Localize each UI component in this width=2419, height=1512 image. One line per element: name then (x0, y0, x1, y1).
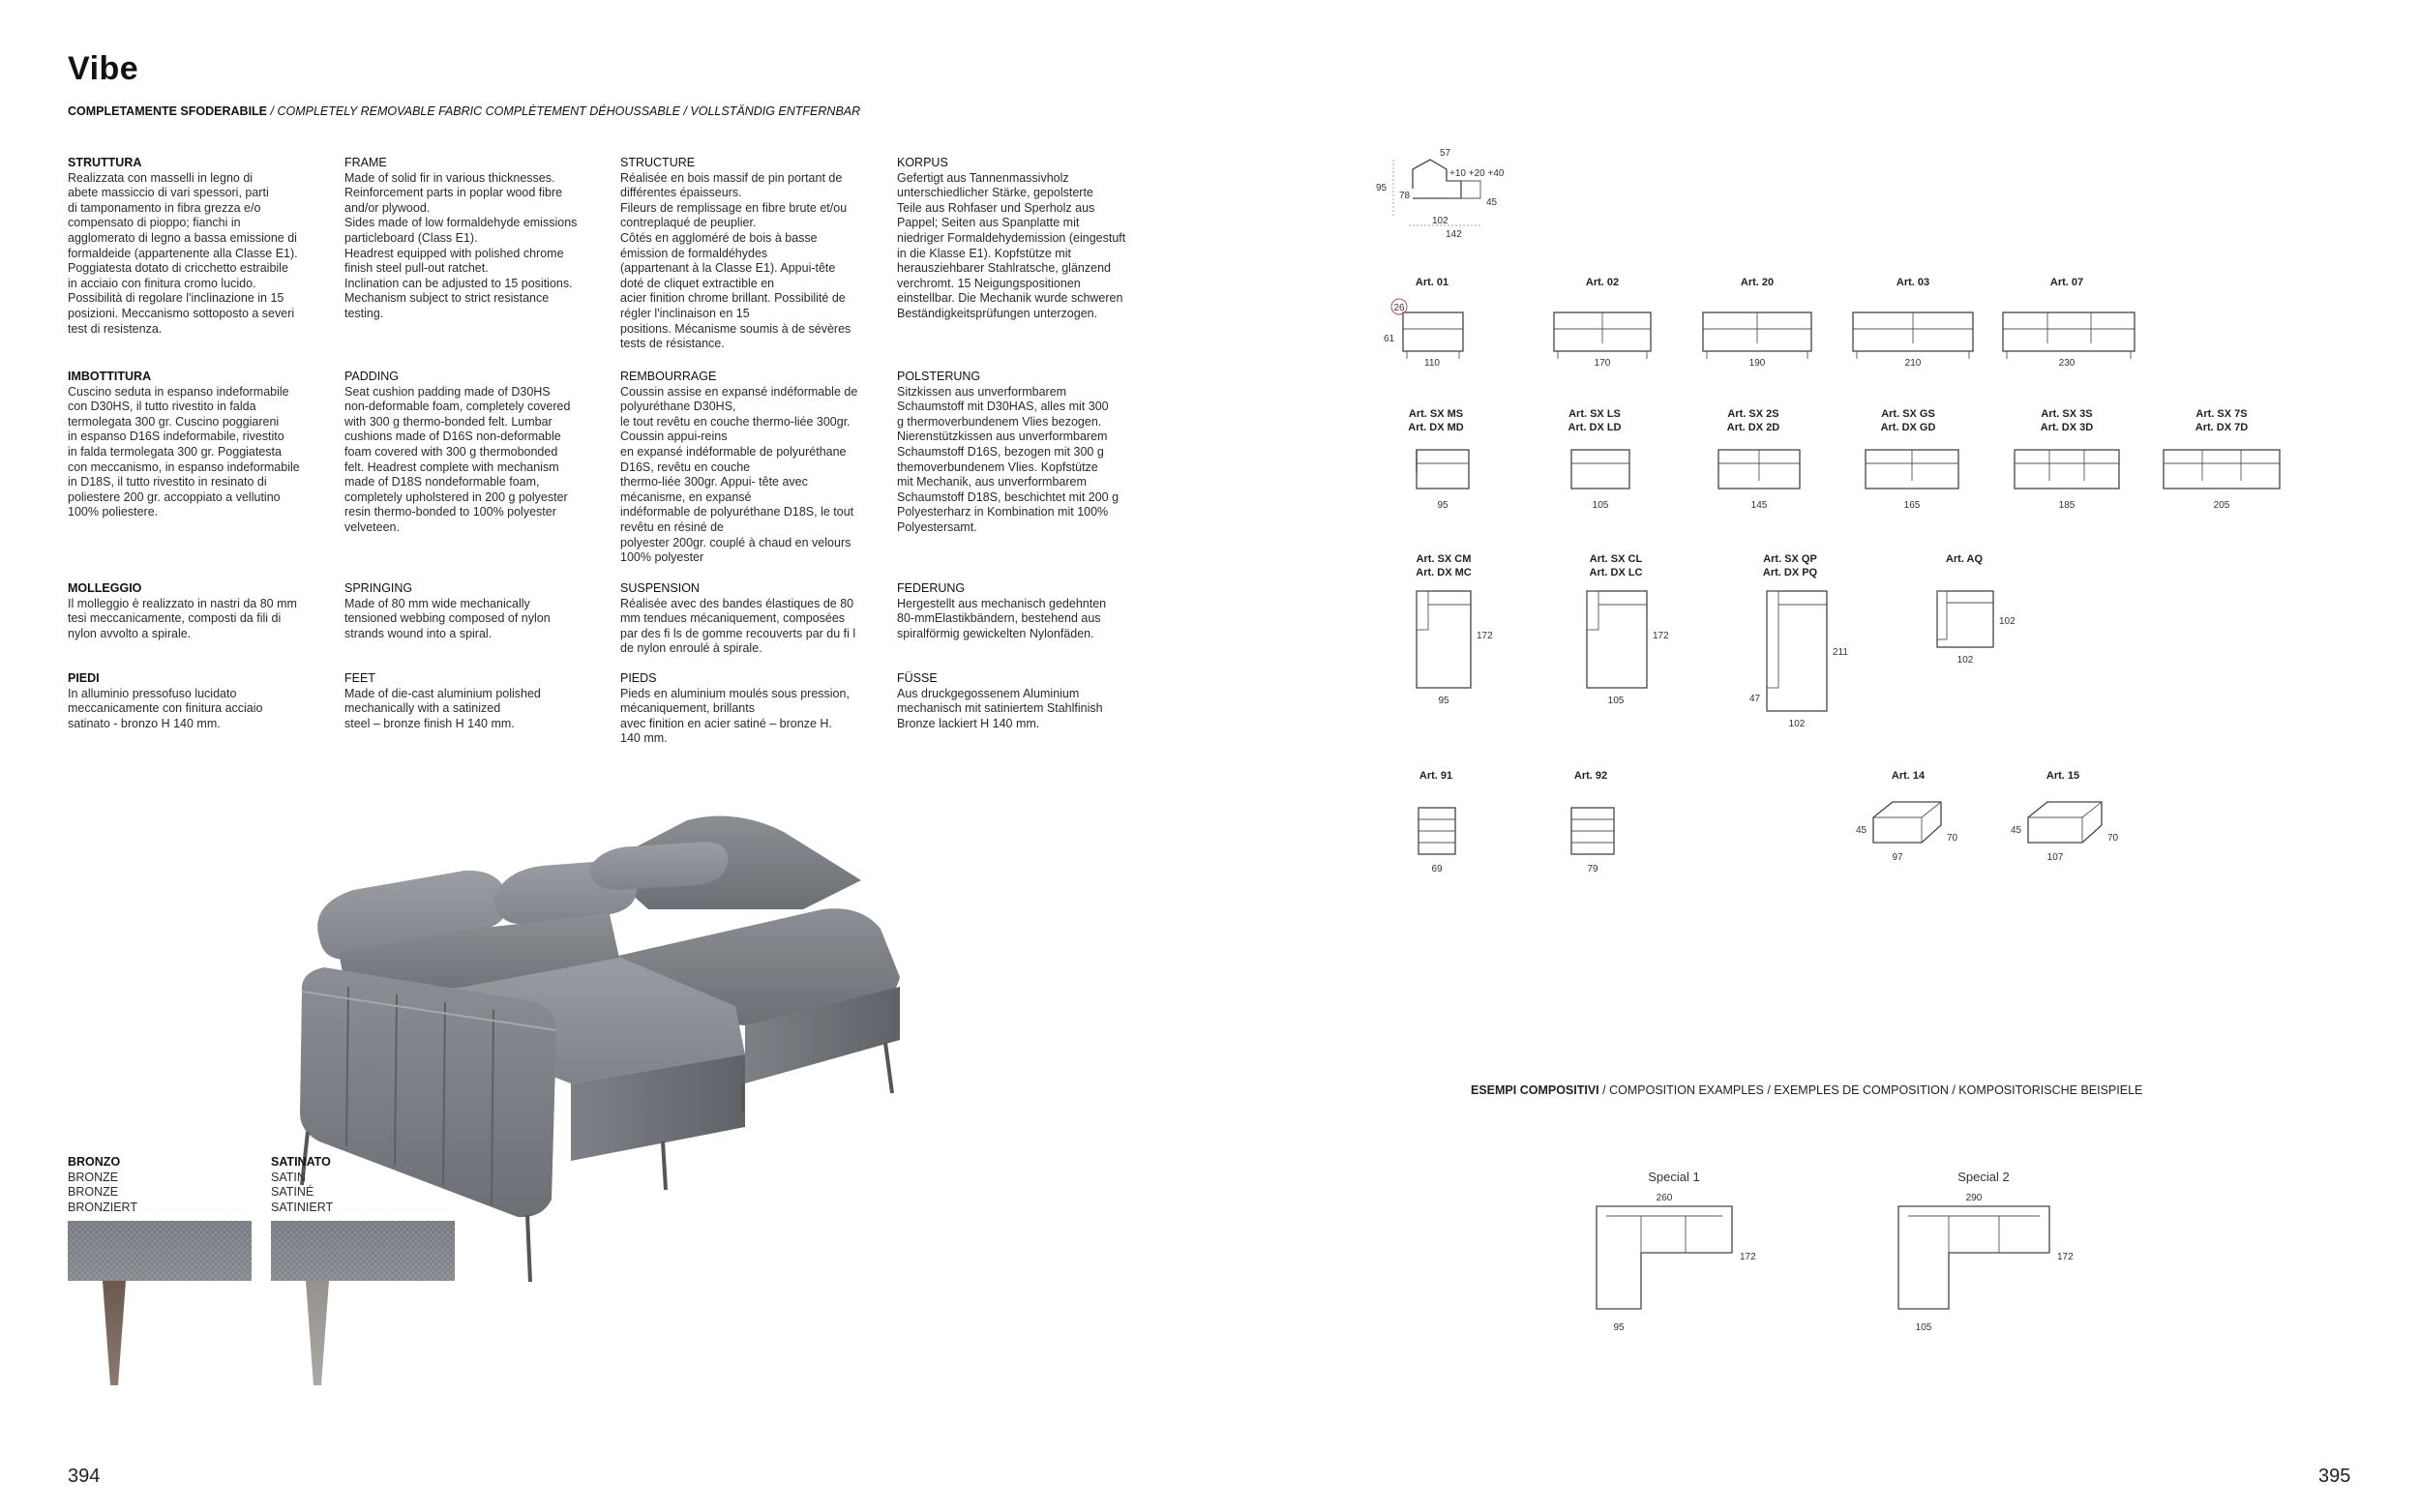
section-body: Aus druckgegossenem Aluminium mechanisch mit satiniertem Stahlfinish Bronze lackiert H 140 mm. (897, 686, 1103, 730)
section-body: Coussin assise en expansé indéformable de polyuréthane D30HS, le tout revêtu en couche thermo-liée 300gr. Coussin appui-reins en expansé indéformable de polyuréthane D16S, revêtu en couche thermo-liée 300gr. Appui- tête avec mécanisme, en expansé indéformable de polyuréthane D18S, le tout revêtu en résiné de polyester 200gr. couplé à chaud en velours 100% polyester (620, 384, 858, 565)
module-label: Art. DX LC (1589, 567, 1643, 578)
module-label: Art. 92 (1573, 770, 1608, 782)
row2-modules (1408, 408, 2280, 511)
composition-name: Special 1 (1648, 1170, 1700, 1184)
dim-marker: 26 (1393, 303, 1405, 313)
section-body: In alluminio pressofuso lucidato meccanicamente con finitura acciaio satinato - bronzo H 140 mm. (68, 686, 263, 730)
module-art-01 (1384, 277, 1463, 369)
section-federung-de (897, 581, 1158, 641)
module-label: Art. SX QP (1763, 553, 1817, 565)
section-korpus-de (897, 156, 1158, 322)
section-heading: FEET (344, 671, 375, 685)
finish-satinato-label (271, 1155, 333, 1215)
dim-detail-1: 57 (1440, 148, 1451, 159)
dim-width: 69 (1431, 864, 1443, 875)
module-sx-gs (1866, 408, 1958, 511)
dim-depth: 172 (1477, 631, 1493, 641)
dim-width: 170 (1594, 358, 1611, 369)
dim-width: 97 (1892, 852, 1903, 863)
section-body: Realizzata con masselli in legno di abete massiccio di vari spessori, parti di tamponamento in fibra grezza e/o compensato di pioppo; fianchi in agglomerato di legno a bassa emissione di formaldeide (appartenente alla Classe E1). Poggiatesta dotato di cricchetto estraibile in acciaio con finitura cromo lucido. Possibilità di regolare l'inclinazione in 15 posizioni. Meccanismo sottoposto a severi test di resistenza. (68, 170, 298, 336)
finish-translations: BRONZE BRONZE BRONZIERT (68, 1170, 137, 1214)
section-feet-en (344, 671, 606, 731)
dim-depth: 211 (1833, 647, 1848, 658)
module-sx-cl (1587, 553, 1669, 706)
section-body: Made of 80 mm wide mechanically tensioned webbing composed of nylon strands wound into a spiral. (344, 596, 551, 640)
section-heading: SUSPENSION (620, 581, 700, 595)
dim-width: 165 (1903, 500, 1921, 511)
section-body: Réalisée avec des bandes élastiques de 80 mm tendues mécaniquement, composées par des fi ls de gomme recouverts par du fi l de nylon enroulé à spirale. (620, 596, 856, 656)
composition-heading-bold: ESEMPI COMPOSITIVI (1471, 1083, 1599, 1097)
module-label: Art. 15 (2046, 770, 2080, 782)
section-heading: KORPUS (897, 156, 948, 169)
dim-width: 110 (1424, 358, 1440, 369)
dim-width: 145 (1750, 500, 1768, 511)
module-sx-7s (2164, 408, 2280, 511)
module-art-02 (1554, 277, 1651, 369)
module-art-15 (2011, 770, 2119, 863)
section-structure-fr (620, 156, 881, 352)
finish-satinato-swatch (271, 1221, 455, 1441)
section-struttura-it (68, 156, 329, 337)
finish-bronzo-swatch (68, 1221, 252, 1441)
section-body: Réalisée en bois massif de pin portant de différentes épaisseurs. Fileurs de remplissage en fibre brute et/ou contreplaqué de peuplier. Côtés en aggloméré de bois à basse émission de formaldéhydes (appartenant à la Classe E1). Appui-tête doté de cliquet extractible en acier finition chrome brillant. Possibilité de régler l'inclinaison en 15 positions. Mécanisme soumis à de sévères tests de résistance. (620, 170, 851, 351)
section-body: Seat cushion padding made of D30HS non-deformable foam, completely covered with 300 g thermo-bonded felt. Lumbar cushions made of D16S non-deformable foam covered with 300 g thermobonded felt. Headrest complete with mechanism made of D18S nondeformable foam, completely upholstered in 200 g polyester resin thermo-bonded to 100% polyester velveteen. (344, 384, 571, 534)
module-sx-qp (1749, 553, 1848, 729)
dim-depth: 172 (1740, 1252, 1756, 1262)
module-label: Art. SX CM (1416, 553, 1472, 565)
module-label: Art. 91 (1419, 770, 1453, 782)
dim-detail-3: 95 (1376, 183, 1388, 193)
section-springing-en (344, 581, 606, 641)
module-art-aq (1937, 553, 2016, 666)
subtitle-translations: / COMPLETELY REMOVABLE FABRIC COMPLÈTEMENT DÉHOUSSABLE / VOLLSTÄNDIG ENTFERNBAR (267, 104, 861, 118)
section-frame-en (344, 156, 606, 322)
module-label: Art. DX GD (1880, 422, 1936, 433)
module-label: Art. SX MS (1408, 408, 1464, 420)
dim-width: 190 (1748, 358, 1766, 369)
module-sx-3s (2015, 408, 2119, 511)
section-rembourrage-fr (620, 370, 881, 566)
section-polsterung-de (897, 370, 1158, 536)
section-heading: FRAME (344, 156, 387, 169)
module-label: Art. AQ (1945, 553, 1984, 565)
module-label: Art. DX 7D (2195, 422, 2249, 433)
section-piedi-it (68, 671, 329, 731)
dim-h1: 45 (2011, 825, 2022, 836)
dim-depth: 172 (2057, 1252, 2074, 1262)
section-heading: FÜSSE (897, 671, 938, 685)
module-label: Art. 07 (2049, 277, 2084, 288)
module-label: Art. SX CL (1589, 553, 1643, 565)
section-heading: REMBOURRAGE (620, 370, 717, 383)
row4-modules (1419, 770, 2119, 875)
section-suspension-fr (620, 581, 881, 657)
section-heading: PIEDS (620, 671, 657, 685)
section-body: Cuscino seduta in espanso indeformabile con D30HS, il tutto rivestito in falda termolegata 300 gr. Cuscino poggiareni in espanso D16S indeformabile, rivestito in falda termolegata 300 gr. Poggiatesta con meccanismo, in espanso indeformabile in D18S, il tutto rivestito in resinato di poliestere 200 gr. accoppiato a vellutino 100% poliestere. (68, 384, 300, 519)
section-heading: STRUTTURA (68, 156, 142, 169)
dim-top: 260 (1656, 1193, 1673, 1203)
module-sx-cm (1416, 553, 1493, 706)
section-molleggio-it (68, 581, 329, 641)
dim-width: 230 (2058, 358, 2076, 369)
row3-modules (1416, 553, 2016, 729)
section-body: Gefertigt aus Tannenmassivholz unterschiedlicher Stärke, gepolsterte Teile aus Rohfaser und Sperholz aus Pappel; Seiten aus Spanplatte mit niedriger Formaldehydemission (eingestuft in die Klasse E1). Kopfstütze mit herausziehbarer Stahlratsche, glänzend verchromt. 15 Neigungspositionen einstellbar. Die Mechanik wurde schweren Beständigkeitsprüfungen unterzogen. (897, 170, 1126, 320)
dim-h2: 70 (1947, 833, 1958, 844)
dim-width: 185 (2058, 500, 2076, 511)
module-art-92 (1571, 770, 1614, 875)
dim-width: 210 (1904, 358, 1922, 369)
row1-modules (1384, 277, 2135, 369)
module-label: Art. 20 (1740, 277, 1775, 288)
module-sx-2s (1718, 408, 1800, 511)
dim-detail-6: 102 (1432, 216, 1448, 226)
section-body: Hergestellt aus mechanisch gedehnten 80-mmElastikbändern, bestehend aus spiralförmig gewickelten Nylonfäden. (897, 596, 1107, 640)
module-label: Art. DX 3D (2040, 422, 2094, 433)
dim-detail-2: +10 +20 +40 (1449, 168, 1505, 179)
section-heading: SPRINGING (344, 581, 413, 595)
module-art-03 (1853, 277, 1973, 369)
module-label: Art. DX MC (1416, 567, 1472, 578)
composition-heading-translations: / COMPOSITION EXAMPLES / EXEMPLES DE COMPOSITION / KOMPOSITORISCHE BEISPIELE (1598, 1083, 2143, 1097)
section-body: Made of solid fir in various thicknesses. Reinforcement parts in poplar wood fibre and/or plywood. Sides made of low formaldehyde emissions particleboard (Class E1). Headrest equipped with polished chrome finish steel pull-out ratchet. Inclination can be adjusted to 15 positions. Mechanism subject to strict resistance testing. (344, 170, 578, 320)
dim-bottom: 105 (1915, 1322, 1932, 1333)
section-padding-en (344, 370, 606, 536)
module-art-91 (1419, 770, 1455, 875)
section-heading: IMBOTTITURA (68, 370, 152, 383)
section-heading: STRUCTURE (620, 156, 696, 169)
dim-width: 102 (1956, 655, 1974, 666)
module-art-20 (1703, 277, 1811, 369)
composition-name: Special 2 (1957, 1170, 2010, 1184)
module-art-07 (2003, 277, 2135, 369)
subtitle-bold: COMPLETAMENTE SFODERABILE (68, 104, 268, 118)
page-number-right: 395 (2318, 1466, 2351, 1487)
module-label: Art. 02 (1585, 277, 1620, 288)
dim-width: 205 (2213, 500, 2230, 511)
section-heading: FEDERUNG (897, 581, 966, 595)
finish-translations: SATIN SATINÉ SATINIERT (271, 1170, 334, 1214)
finish-bronzo-label (68, 1155, 137, 1215)
module-label: Art. SX 2S (1727, 408, 1779, 420)
dim-width: 95 (1437, 500, 1448, 511)
dim-h2: 70 (2107, 833, 2119, 844)
module-sx-ls (1568, 408, 1630, 511)
composition-examples-heading (1471, 1083, 2142, 1097)
dim-width: 105 (1592, 500, 1609, 511)
module-label: Art. SX LS (1568, 408, 1621, 420)
dim-detail-5: 45 (1486, 197, 1498, 208)
section-imbottitura-it (68, 370, 329, 520)
finish-heading: BRONZO (68, 1155, 121, 1169)
dim-depth: 102 (1999, 616, 2016, 627)
section-body: Made of die-cast aluminium polished mechanically with a satinized steel – bronze finish H 140 mm. (344, 686, 541, 730)
module-sx-ms (1408, 408, 1469, 511)
section-heading: PADDING (344, 370, 400, 383)
composition-special-2 (1898, 1170, 2074, 1333)
dim-width: 107 (2046, 852, 2064, 863)
module-label: Art. DX MD (1408, 422, 1464, 433)
dim-height: 61 (1384, 334, 1395, 344)
section-heading: PIEDI (68, 671, 100, 685)
module-label: Art. DX 2D (1726, 422, 1780, 433)
module-label: Art. 03 (1896, 277, 1930, 288)
section-body: Sitzkissen aus unverformbarem Schaumstoff mit D30HAS, alles mit 300 g thermoverbundenem Vlies bezogen. Nierenstützkissen aus unverformbarem Schaumstoff D16S, bezogen mit 300 g themoverbundenem Vlies. Kopfstütze mit Mechanik, aus unverformbarem Schaumstoff D18S, beschichtet mit 200 g Polyesterharz in Kombination mit 100% Polyestersamt. (897, 384, 1120, 534)
dim-width: 95 (1438, 696, 1449, 706)
technical-drawings (1374, 140, 2400, 1340)
module-label: Art. DX PQ (1762, 567, 1818, 578)
page-number-left: 394 (68, 1466, 101, 1487)
dim-detail-4: 78 (1399, 191, 1411, 201)
dim-detail-7: 142 (1446, 229, 1462, 240)
module-label: Art. SX GS (1881, 408, 1935, 420)
module-label: Art. 14 (1891, 770, 1926, 782)
dim-depth: 172 (1653, 631, 1669, 641)
detail-headrest-drawing (1376, 148, 1505, 240)
section-pieds-fr (620, 671, 881, 747)
module-label: Art. SX 7S (2195, 408, 2248, 420)
product-subtitle (68, 104, 860, 118)
section-heading: MOLLEGGIO (68, 581, 142, 595)
dim-bottom: 95 (1613, 1322, 1625, 1333)
dim-width: 79 (1587, 864, 1598, 875)
dim-width: 102 (1788, 719, 1806, 729)
section-heading: POLSTERUNG (897, 370, 981, 383)
composition-special-1 (1597, 1170, 1756, 1333)
section-body: Il molleggio è realizzato in nastri da 80 mm tesi meccanicamente, composti da fili di nylon avvolto a spirale. (68, 596, 297, 640)
module-label: Art. 01 (1415, 277, 1449, 288)
module-art-14 (1856, 770, 1958, 863)
section-fusse-de (897, 671, 1158, 731)
product-title: Vibe (68, 50, 139, 87)
dim-h1: 45 (1856, 825, 1867, 836)
dim-top: 290 (1965, 1193, 1983, 1203)
dim-width: 105 (1607, 696, 1625, 706)
module-label: Art. SX 3S (2041, 408, 2093, 420)
finish-heading: SATINATO (271, 1155, 331, 1169)
module-label: Art. DX LD (1568, 422, 1622, 433)
dim-side: 47 (1749, 694, 1761, 704)
section-body: Pieds en aluminium moulés sous pression, mécaniquement, brillants avec finition en acier satiné – bronze H. 140 mm. (620, 686, 850, 746)
